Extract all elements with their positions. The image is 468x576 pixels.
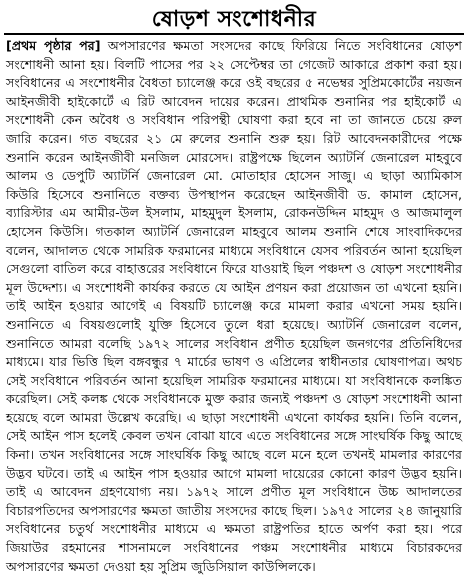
article-body — [6, 37, 463, 574]
cropped-header-fragment — [0, 0, 468, 4]
headline-divider — [4, 33, 464, 35]
continued-from-page-label: [প্রথম পৃষ্ঠার পর] — [6, 38, 101, 53]
article-text: অপসারণের ক্ষমতা সংসদের কাছে ফিরিয়ে নিতে সংবিধানের ষোড়শ সংশোধনী আনা হয়। বিলটি পাসের পর ২২ সেপ্টেম্বর তা গেজেট আকারে প্রকাশ করা হয়। সংবিধানের এ সংশোধনীর বৈধতা চ্যালেঞ্জ করে ওই বছরের ৫ নভেম্বর সুপ্রিমকোর্টের নয়জন আইনজীবী হাইকোর্টে এ রিট আবেদন দায়ের করেন। প্রাথমিক শুনানির পর হাইকোর্ট এ সংশোধনী কেন অবৈধ ও সংবিধান পরিপন্থী ঘোষণা করা হবে না তা জানতে চেয়ে রুল জারি করেন। গত বছরের ২১ মে রুলের শুনানি শুরু হয়। রিট আবেদনকারীদের পক্ষে শুনানি করেন আইনজীবী মনজিল মোরসেদ। রাষ্ট্রপক্ষে ছিলেন অ্যাটর্নি জেনারেল মাহবুবে আলম ও ডেপুটি অ্যাটর্নি জেনারেল মো. মোতাহার হোসেন সাজু। এ ছাড়া অ্যামিকাস কিউরি হিসেবে শুনানিতে বক্তব্য উপস্থাপন করেছেন আইনজীবী ড. কামাল হোসেন, ব্যারিস্টার এম আমীর-উল ইসলাম, মাহমুদুল ইসলাম, রোকনউদ্দিন মাহমুদ ও আজমালুল হোসেন কিউসি। গতকাল অ্যাটর্নি জেনারেল মাহবুবে আলম শুনানি শেষে সাংবাদিকদের বলেন, আদালত থেকে সামরিক ফরমানের মাধ্যমে সংবিধানে যেসব পরিবর্তন আনা হয়েছিল সেগুলো বাতিল করে বাহাত্তরের সংবিধানে ফিরে যাওয়াই ছিল পঞ্চদশ ও ষোড়শ সংশোধনীর মূল উদ্দেশ্য। এ সংশোধনী কার্যকর করতে যে আইন প্রণয়ন করা প্রয়োজন তা এখনো হয়নি। তাই আইন হওয়ার আগেই এ বিষয়টি চ্যালেঞ্জ করে মামলা করার এখনো সময় হয়নি। শুনানিতে এ বিষয়গুলোই যুক্তি হিসেবে তুলে ধরা হয়েছে। অ্যাটর্নি জেনারেল বলেন, শুনানিতে আমরা বলেছি ১৯৭২ সালের সংবিধান প্রণীত হয়েছিল জনগণের প্রতিনিধিদের মাধ্যমে। যার ভিত্তি ছিল বঙ্গবন্ধুর ৭ মার্চের ভাষণ ও এপ্রিলের স্বাধীনতার ঘোষণাপত্র। অথচ সেই সংবিধানে পরিবর্তন আনা হয়েছিল সামরিক ফরমানের মাধ্যমে। যা সংবিধানকে কলঙ্কিত করেছিল। সেই কলঙ্ক থেকে সংবিধানকে মুক্ত করার জন্যই পঞ্চদশ ও ষোড়শ সংশোধনী আনা হয়েছে বলে আমরা উল্লেখ করেছি। এ ছাড়া সংশোধনী এখনো কার্যকর হয়নি। তিনি বলেন, সেই আইন পাস হলেই কেবল তখন বোঝা যাবে এতে সংবিধানের সঙ্গে সাংঘর্ষিক কিছু আছে কিনা। তখন সংবিধানের সঙ্গে সাংঘর্ষিক কিছু আছে বলে মনে হলে তখনই মামলার কারণের উদ্ভব ঘটবে। তাই এ আইন পাস হওয়ার আগে মামলা দায়েরের কোনো কারণ উদ্ভব হয়নি। তাই এ আবেদন গ্রহণযোগ্য নয়। ১৯৭২ সালে প্রণীত মূল সংবিধানে উচ্চ আদালতের বিচারপতিদের অপসারণের ক্ষমতা জাতীয় সংসদের কাছে ছিল। ১৯৭৫ সালের ২৪ জানুয়ারি সংবিধানের চতুর্থ সংশোধনীর মাধ্যমে এ ক্ষমতা রাষ্ট্রপতির হাতে অর্পণ করা হয়। পরে জিয়াউর রহমানের শাসনামলে সংবিধানের পঞ্চম সংশোধনীর মাধ্যমে বিচারকদের অপসারণের ক্ষমতা দেওয়া হয় সুপ্রিম জুডিসিয়াল কাউন্সিলকে। — [6, 38, 463, 574]
article-headline: ষোড়শ সংশোধনীর — [151, 6, 317, 32]
article-paragraph — [6, 37, 462, 576]
